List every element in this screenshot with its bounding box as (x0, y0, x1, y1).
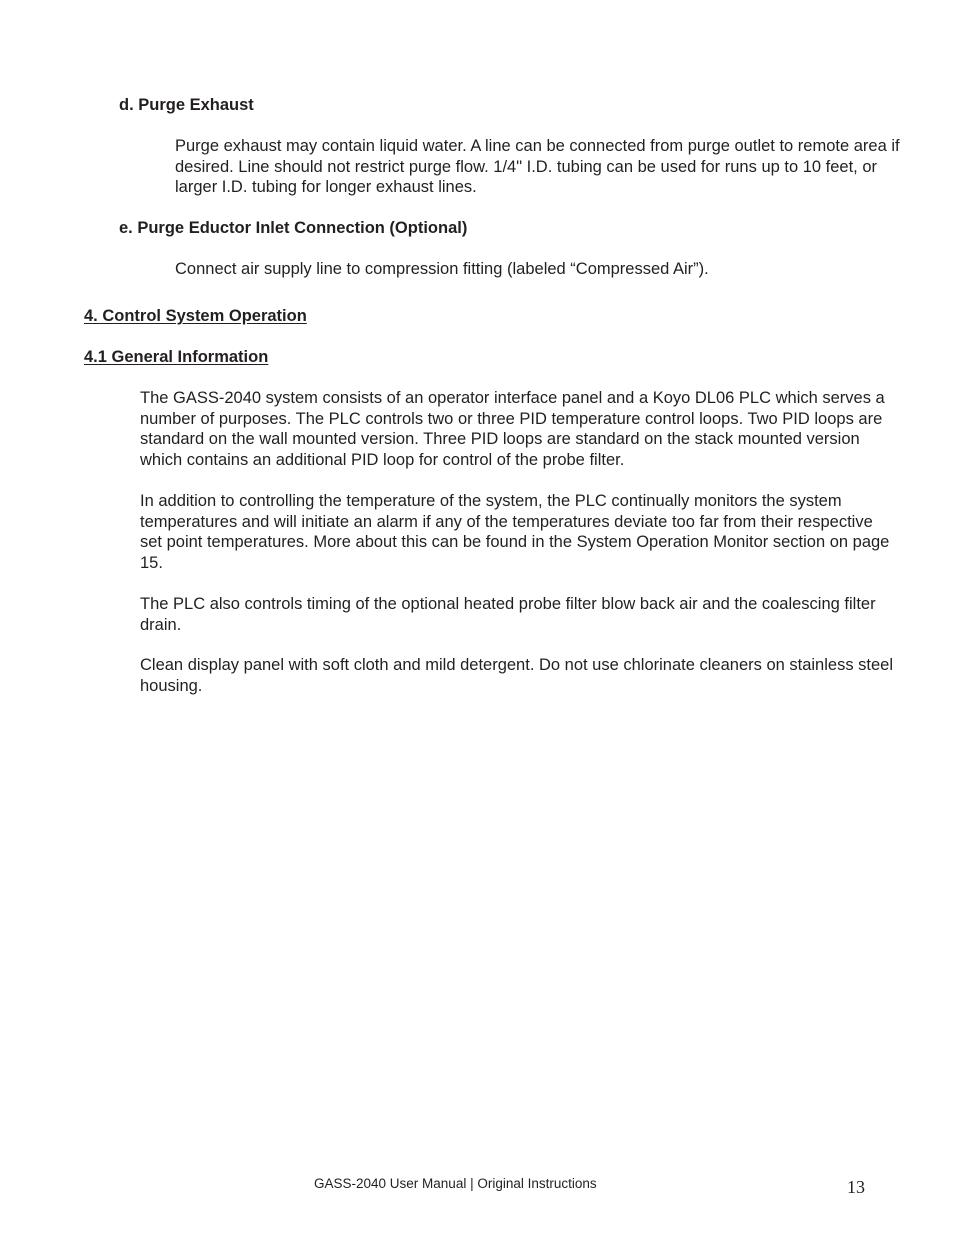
general-info-paragraph-2: In addition to controlling the temperature of the system, the PLC continually monitors the system temperatures and will initiate an alarm if any of the temperatures deviate too far from their respective set point temperatures. More about this can be found in the System Operation Monitor section on page 15. (140, 492, 890, 573)
general-info-paragraph-1: The GASS-2040 system consists of an operator interface panel and a Koyo DL06 PLC which serves a number of purposes. The PLC controls two or three PID temperature control loops. Two PID loops are standard on the wall mounted version. Three PID loops are standard on the stack mounted version which contains an additional PID loop for control of the probe filter. (140, 389, 885, 470)
page-number: 13 (847, 1177, 865, 1197)
general-info-paragraph-4: Clean display panel with soft cloth and mild detergent. Do not use chlorinate cleaners on stainless steel housing. (140, 656, 894, 695)
control-system-heading: 4. Control System Operation (84, 307, 307, 325)
purge-eductor-heading: e. Purge Eductor Inlet Connection (Optional) (119, 219, 468, 237)
general-info-paragraph-3: The PLC also controls timing of the optional heated probe filter blow back air and the coalescing filter drain. (140, 595, 876, 634)
general-info-heading: 4.1 General Information (84, 348, 269, 366)
purge-exhaust-body: Purge exhaust may contain liquid water. A line can be connected from purge outlet to remote area if desired. Line should not restrict purge flow. 1/4" I.D. tubing can be used for runs up to 10 feet, or larger I.D. tubing for longer exhaust lines. (175, 137, 900, 197)
purge-eductor-body: Connect air supply line to compression fitting (labeled “Compressed Air”). (175, 260, 709, 278)
footer-text: GASS-2040 User Manual | Original Instructions (314, 1176, 597, 1191)
purge-exhaust-heading: d. Purge Exhaust (119, 96, 254, 114)
